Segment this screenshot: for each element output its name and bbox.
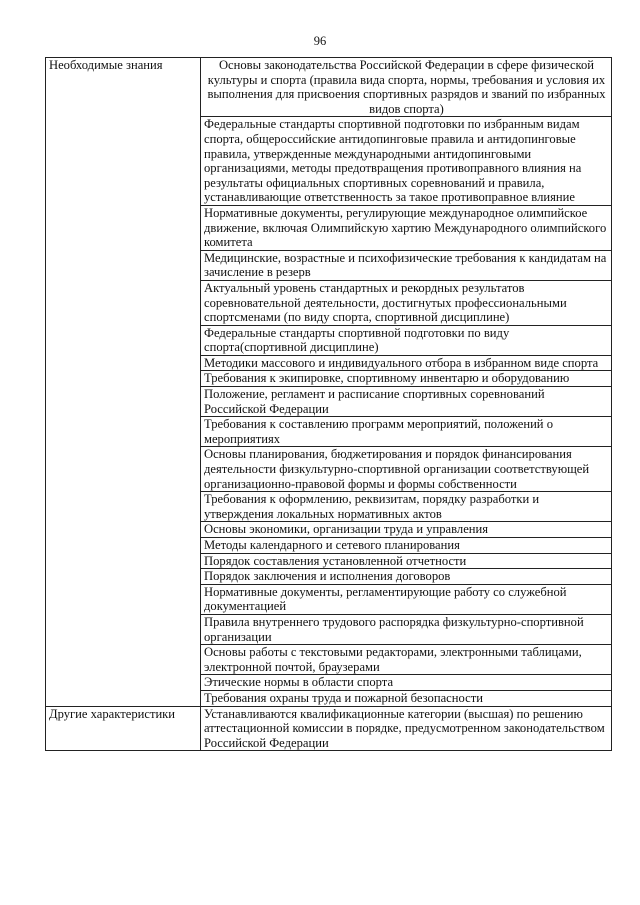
knowledge-item: Медицинские, возрастные и психофизические требования к кандидатам на зачисление в резерв bbox=[201, 250, 612, 280]
knowledge-item: Основы законодательства Российской Федерации в сфере физической культуры и спорта (правила вида спорта, нормы, требования и условия их выполнения для присвоения спортивных разрядов и званий по избранных видов спорта) bbox=[201, 58, 612, 117]
table-row bbox=[46, 58, 612, 117]
knowledge-item: Порядок составления установленной отчетности bbox=[201, 553, 612, 569]
knowledge-item: Федеральные стандарты спортивной подготовки по избранным видам спорта, общероссийские антидопинговые правила и антидопинговые правила, утвержденные международными антидопинговыми организациями, методы предотвращения противоправного влияния на результаты официальных спортивных соревнований и правила, устанавливающие ответственность за такое противоправное влияние bbox=[201, 117, 612, 206]
table-row bbox=[46, 706, 612, 751]
knowledge-item: Положение, регламент и расписание спортивных соревнований Российской Федерации bbox=[201, 387, 612, 417]
knowledge-item: Требования к оформлению, реквизитам, порядку разработки и утверждения локальных нормативных актов bbox=[201, 492, 612, 522]
section-label-knowledge: Необходимые знания bbox=[46, 58, 201, 707]
knowledge-item: Актуальный уровень стандартных и рекордных результатов соревновательной деятельности, достигнутых профессиональными спортсменами (по виду спорта, спортивной дисциплине) bbox=[201, 280, 612, 325]
knowledge-item: Требования к составлению программ мероприятий, положений о мероприятиях bbox=[201, 417, 612, 447]
requirements-table bbox=[45, 57, 612, 751]
other-characteristics-item: Устанавливаются квалификационные категории (высшая) по решению аттестационной комиссии в порядке, предусмотренном законодательством Российской Федерации bbox=[201, 706, 612, 751]
knowledge-item: Требования охраны труда и пожарной безопасности bbox=[201, 690, 612, 706]
knowledge-item: Федеральные стандарты спортивной подготовки по виду спорта(спортивной дисциплине) bbox=[201, 325, 612, 355]
section-label-other: Другие характеристики bbox=[46, 706, 201, 751]
knowledge-item: Нормативные документы, регулирующие международное олимпийское движение, включая Олимпийскую хартию Международного олимпийского комитета bbox=[201, 205, 612, 250]
knowledge-item: Требования к экипировке, спортивному инвентарю и оборудованию bbox=[201, 371, 612, 387]
knowledge-item: Основы работы с текстовыми редакторами, электронными таблицами, электронной почтой, браузерами bbox=[201, 645, 612, 675]
page-number: 96 bbox=[313, 34, 327, 48]
knowledge-item: Правила внутреннего трудового распорядка физкультурно-спортивной организации bbox=[201, 614, 612, 644]
knowledge-item: Методики массового и индивидуального отбора в избранном виде спорта bbox=[201, 355, 612, 371]
knowledge-item: Порядок заключения и исполнения договоров bbox=[201, 569, 612, 585]
knowledge-item: Основы экономики, организации труда и управления bbox=[201, 522, 612, 538]
knowledge-item: Основы планирования, бюджетирования и порядок финансирования деятельности физкультурно-спортивной организации соответствующей организационно-правовой формы и формы собственности bbox=[201, 447, 612, 492]
knowledge-item: Этические нормы в области спорта bbox=[201, 675, 612, 691]
knowledge-item: Нормативные документы, регламентирующие работу со служебной документацией bbox=[201, 584, 612, 614]
knowledge-item: Методы календарного и сетевого планирования bbox=[201, 538, 612, 554]
